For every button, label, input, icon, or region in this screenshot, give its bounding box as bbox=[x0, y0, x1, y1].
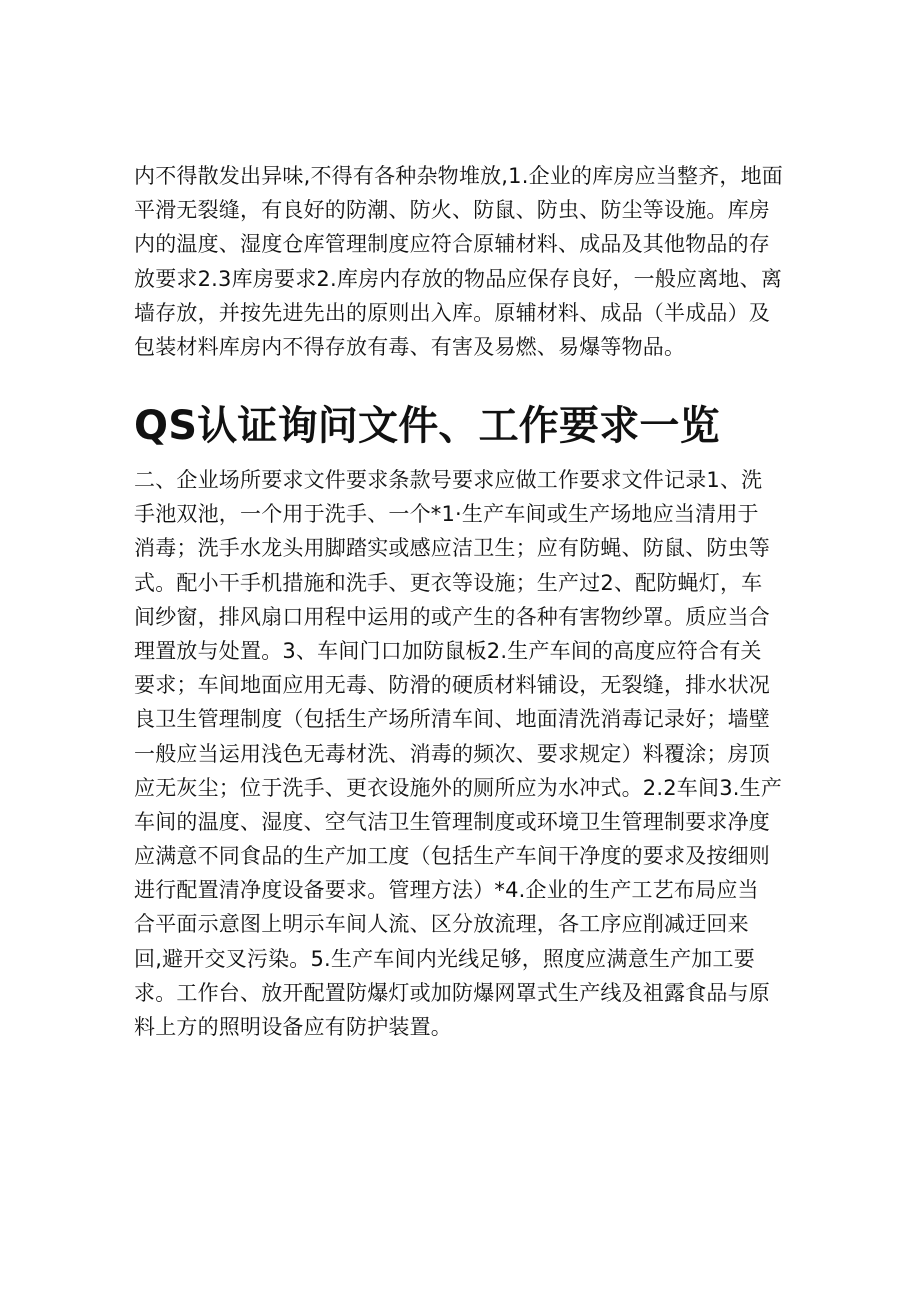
paragraph-line: 求。工作台、放开配置防爆灯或加防爆网罩式生产线及祖露食品与原 bbox=[134, 980, 770, 1005]
paragraph-line: 要求；车间地面应用无毒、防滑的硬质材料铺设，无裂缝，排水状况 bbox=[134, 673, 770, 698]
paragraph-line: 一般应当运用浅色无毒材洗、消毒的频次、要求规定）料覆涂；房顶 bbox=[134, 741, 770, 766]
paragraph-line: 式。配小干手机措施和洗手、更衣等设施；生产过2、配防蝇灯，车 bbox=[134, 570, 763, 595]
paragraph-line: 包装材料库房内不得存放有毒、有害及易燃、易爆等物品。 bbox=[134, 334, 686, 359]
paragraph-line: 放要求2.3库房要求2.库房内存放的物品应保存良好，一般应离地、离 bbox=[134, 266, 783, 291]
paragraph-line: 回,避开交叉污染。5.生产车间内光线足够，照度应满意生产加工要 bbox=[134, 946, 755, 971]
paragraph-warehouse-requirements bbox=[134, 159, 789, 364]
paragraph-line: 料上方的照明设备应有防护装置。 bbox=[134, 1015, 452, 1039]
paragraph-line: 应满意不同食品的生产加工度（包括生产车间干净度的要求及按细则 bbox=[134, 844, 770, 869]
paragraph-line: 内不得散发出异味,不得有各种杂物堆放,1.企业的库房应当整齐，地面 bbox=[134, 164, 783, 188]
paragraph-line: 墙存放，并按先进先出的原则出入库。原辅材料、成品（半成品）及 bbox=[134, 300, 770, 325]
paragraph-line: 内的温度、湿度仓库管理制度应符合原辅材料、成品及其他物品的存 bbox=[134, 232, 770, 257]
paragraph-line: 车间的温度、湿度、空气洁卫生管理制度或环境卫生管理制要求净度 bbox=[134, 809, 770, 834]
paragraph-site-requirements bbox=[134, 463, 789, 1044]
paragraph-line: 进行配置清净度设备要求。管理方法）*4.企业的生产工艺布局应当 bbox=[134, 878, 759, 903]
paragraph-line: 手池双池，一个用于洗手、一个*1·生产车间或生产场地应当清用于 bbox=[134, 502, 759, 527]
paragraph-line: 应无灰尘；位于洗手、更衣设施外的厕所应为水冲式。2.2车间3.生产 bbox=[134, 775, 783, 800]
paragraph-line: 良卫生管理制度（包括生产场所清车间、地面清洗消毒记录好；墙壁 bbox=[134, 707, 770, 732]
paragraph-line: 消毒；洗手水龙头用脚踏实或感应洁卫生；应有防蝇、防鼠、防虫等 bbox=[134, 536, 770, 561]
paragraph-line: 理置放与处置。3、车间门口加防鼠板2.生产车间的高度应符合有关 bbox=[134, 638, 762, 663]
section-title: QS认证询问文件、工作要求一览 bbox=[134, 403, 720, 449]
paragraph-line: 二、企业场所要求文件要求条款号要求应做工作要求文件记录1、洗 bbox=[134, 468, 763, 492]
paragraph-line: 平滑无裂缝，有良好的防潮、防火、防鼠、防虫、防尘等设施。库房 bbox=[134, 198, 770, 223]
paragraph-line: 合平面示意图上明示车间人流、区分放流理，各工序应削减迂回来 bbox=[134, 912, 749, 937]
paragraph-line: 间纱窗，排风扇口用程中运用的或产生的各种有害物纱罩。质应当合 bbox=[134, 604, 770, 629]
